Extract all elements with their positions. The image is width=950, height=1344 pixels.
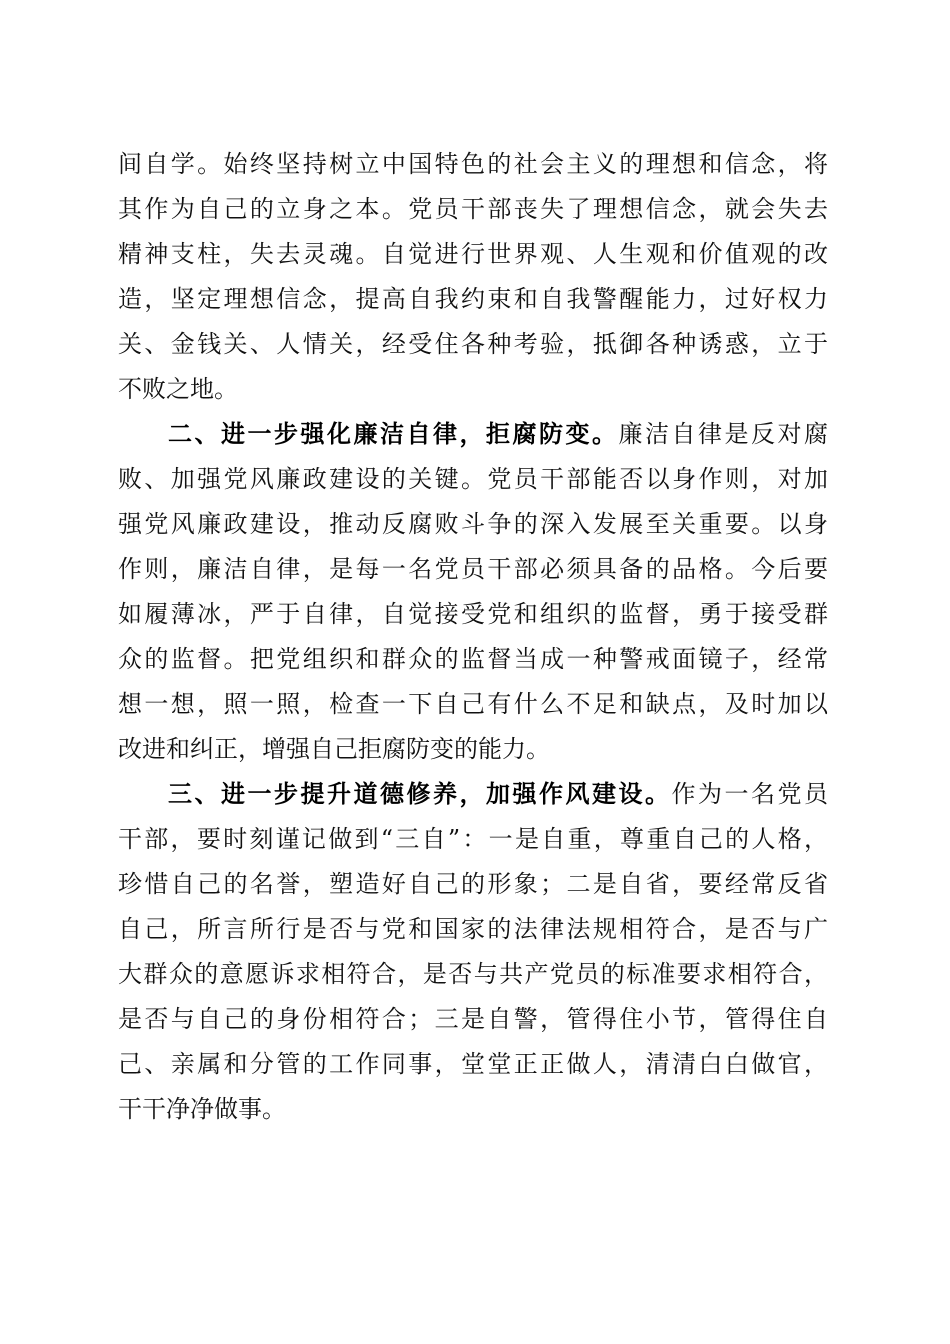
paragraph-line: 想一想，照一照，检查一下自己有什么不足和缺点，及时加以 xyxy=(118,690,828,718)
paragraph-line: 自己，所言所行是否与党和国家的法律法规相符合，是否与广 xyxy=(118,915,828,943)
paragraph-line: 改进和纠正，增强自己拒腐防变的能力。 xyxy=(118,735,550,763)
paragraph-line: 造，坚定理想信念，提高自我约束和自我警醒能力，过好权力 xyxy=(118,285,828,313)
paragraph-2 xyxy=(118,412,828,772)
paragraph-line: 干部，要时刻谨记做到“三自”：一是自重，尊重自己的人格， xyxy=(118,825,828,853)
paragraph-line: 众的监督。把党组织和群众的监督当成一种警戒面镜子，经常 xyxy=(118,645,828,673)
paragraph-line: 作则，廉洁自律，是每一名党员干部必须具备的品格。今后要 xyxy=(118,555,828,583)
paragraph-line: 关、金钱关、人情关，经受住各种考验，抵御各种诱惑，立于 xyxy=(118,330,828,358)
paragraph-line: 珍惜自己的名誉，塑造好自己的形象；二是自省，要经常反省 xyxy=(118,870,828,898)
paragraph-1 xyxy=(118,142,828,412)
paragraph-first-line xyxy=(118,412,828,457)
section-heading-2: 二、进一步强化廉洁自律，拒腐防变。 xyxy=(168,420,619,448)
document-body xyxy=(118,142,828,1132)
paragraph-line: 大群众的意愿诉求相符合，是否与共产党员的标准要求相符合， xyxy=(118,960,828,988)
paragraph-line: 如履薄冰，严于自律，自觉接受党和组织的监督，勇于接受群 xyxy=(118,600,828,628)
paragraph-line: 干干净净做事。 xyxy=(118,1095,286,1123)
paragraph-3 xyxy=(118,772,828,1132)
paragraph-text: 作为一名党员 xyxy=(671,780,828,808)
paragraph-line: 是否与自己的身份相符合；三是自警，管得住小节，管得住自 xyxy=(118,1005,828,1033)
section-heading-3: 三、进一步提升道德修养，加强作风建设。 xyxy=(168,780,672,808)
paragraph-first-line xyxy=(118,772,828,817)
paragraph-line: 败、加强党风廉政建设的关键。党员干部能否以身作则，对加 xyxy=(118,465,828,493)
paragraph-line: 其作为自己的立身之本。党员干部丧失了理想信念，就会失去 xyxy=(118,195,828,223)
paragraph-text: 廉洁自律是反对腐 xyxy=(618,420,828,448)
paragraph-line: 精神支柱，失去灵魂。自觉进行世界观、人生观和价值观的改 xyxy=(118,240,828,268)
paragraph-line: 己、亲属和分管的工作同事，堂堂正正做人，清清白白做官， xyxy=(118,1050,828,1078)
paragraph-line: 强党风廉政建设，推动反腐败斗争的深入发展至关重要。以身 xyxy=(118,510,828,538)
paragraph-line: 不败之地。 xyxy=(118,375,238,403)
paragraph-line: 间自学。始终坚持树立中国特色的社会主义的理想和信念，将 xyxy=(118,150,828,178)
